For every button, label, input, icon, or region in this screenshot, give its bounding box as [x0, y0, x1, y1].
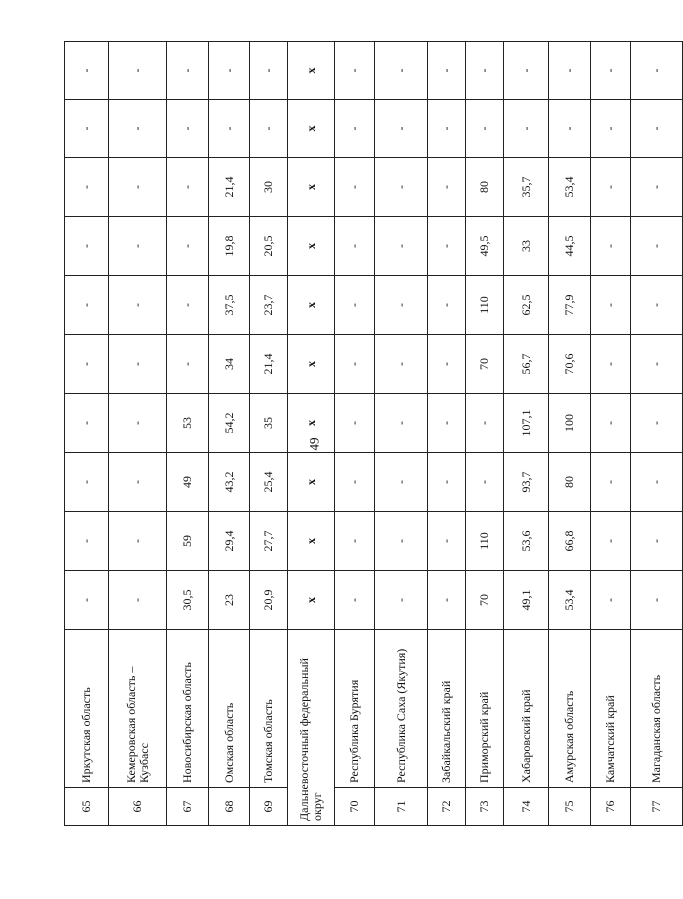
value-cell: - [466, 394, 504, 453]
value-cell: - [428, 158, 466, 217]
row-number-cell: 71 [375, 788, 428, 826]
value-cell: - [631, 217, 683, 276]
data-table [64, 41, 683, 826]
value-cell: 77,9 [549, 276, 591, 335]
value-cell: 34 [209, 335, 250, 394]
value-cell: 59 [167, 512, 209, 571]
value-cell: 53,4 [549, 158, 591, 217]
table-row [335, 42, 375, 826]
value-cell: 62,5 [504, 276, 549, 335]
value-cell: x [288, 276, 335, 335]
region-name-cell: Омская область [209, 630, 250, 788]
value-cell: - [591, 276, 631, 335]
value-cell: - [335, 571, 375, 630]
value-cell: 80 [466, 158, 504, 217]
value-cell: 27,7 [250, 512, 288, 571]
value-cell: - [631, 276, 683, 335]
value-cell: - [591, 100, 631, 158]
value-cell: 29,4 [209, 512, 250, 571]
value-cell: - [335, 100, 375, 158]
value-cell: - [65, 512, 109, 571]
row-number-cell: 73 [466, 788, 504, 826]
value-cell: 19,8 [209, 217, 250, 276]
value-cell: - [375, 571, 428, 630]
value-cell: 110 [466, 276, 504, 335]
table-row [375, 42, 428, 826]
value-cell: 66,8 [549, 512, 591, 571]
value-cell: - [65, 42, 109, 100]
value-cell: x [288, 100, 335, 158]
page-number: 49 [306, 437, 322, 451]
table-row [109, 42, 167, 826]
value-cell: - [167, 276, 209, 335]
value-cell: x [288, 42, 335, 100]
value-cell: - [631, 512, 683, 571]
value-cell: - [428, 217, 466, 276]
value-cell: x [288, 512, 335, 571]
value-cell: - [109, 158, 167, 217]
row-number-cell: 65 [65, 788, 109, 826]
value-cell: - [335, 394, 375, 453]
region-name-cell: Новосибирская область [167, 630, 209, 788]
value-cell: 43,2 [209, 453, 250, 512]
row-number-cell: 66 [109, 788, 167, 826]
value-cell: - [167, 158, 209, 217]
table-row [591, 42, 631, 826]
row-number-cell: 68 [209, 788, 250, 826]
value-cell: - [428, 394, 466, 453]
value-cell: - [65, 100, 109, 158]
value-cell: - [504, 100, 549, 158]
value-cell: - [250, 42, 288, 100]
value-cell: 70 [466, 335, 504, 394]
value-cell: - [65, 571, 109, 630]
value-cell: 56,7 [504, 335, 549, 394]
value-cell: - [109, 42, 167, 100]
table-row [428, 42, 466, 826]
region-name-cell: Иркутская область [65, 630, 109, 788]
district-name-cell: Дальневосточный федеральный округ [288, 630, 335, 826]
value-cell: - [65, 335, 109, 394]
value-cell: - [109, 394, 167, 453]
value-cell: 53 [167, 394, 209, 453]
value-cell: - [375, 42, 428, 100]
value-cell: x [288, 571, 335, 630]
table-row [65, 42, 109, 826]
table-row [631, 42, 683, 826]
value-cell: - [591, 42, 631, 100]
value-cell: - [428, 42, 466, 100]
value-cell: - [167, 335, 209, 394]
value-cell: - [631, 335, 683, 394]
value-cell: - [209, 42, 250, 100]
row-number-cell: 76 [591, 788, 631, 826]
value-cell: - [375, 217, 428, 276]
value-cell: 44,5 [549, 217, 591, 276]
row-number-cell: 74 [504, 788, 549, 826]
value-cell: 37,5 [209, 276, 250, 335]
region-name-cell: Магаданская область [631, 630, 683, 788]
value-cell: x [288, 394, 335, 453]
value-cell: x [288, 158, 335, 217]
value-cell: x [288, 453, 335, 512]
value-cell: - [109, 571, 167, 630]
region-name-cell: Камчатский край [591, 630, 631, 788]
value-cell: - [167, 42, 209, 100]
value-cell: - [335, 158, 375, 217]
table-row [250, 42, 288, 826]
region-name-cell: Забайкальский край [428, 630, 466, 788]
value-cell: - [375, 335, 428, 394]
value-cell: - [109, 276, 167, 335]
district-row [288, 42, 335, 826]
region-name-cell: Кемеровская область – Кузбасс [109, 630, 167, 788]
value-cell: - [109, 453, 167, 512]
value-cell: 107,1 [504, 394, 549, 453]
value-cell: - [631, 571, 683, 630]
value-cell: - [65, 453, 109, 512]
value-cell: 21,4 [209, 158, 250, 217]
value-cell: 20,5 [250, 217, 288, 276]
value-cell: - [466, 100, 504, 158]
value-cell: 30 [250, 158, 288, 217]
row-number-cell: 77 [631, 788, 683, 826]
value-cell: 23,7 [250, 276, 288, 335]
value-cell: - [65, 158, 109, 217]
table-body [65, 42, 683, 826]
value-cell: - [466, 453, 504, 512]
row-number-cell: 75 [549, 788, 591, 826]
region-name-cell: Амурская область [549, 630, 591, 788]
value-cell: 80 [549, 453, 591, 512]
region-name-cell: Томская область [250, 630, 288, 788]
value-cell: - [428, 512, 466, 571]
row-number-cell: 72 [428, 788, 466, 826]
value-cell: 93,7 [504, 453, 549, 512]
table-container [64, 42, 663, 826]
value-cell: 53,4 [549, 571, 591, 630]
value-cell: - [375, 158, 428, 217]
value-cell: - [591, 571, 631, 630]
value-cell: - [375, 276, 428, 335]
value-cell: x [288, 335, 335, 394]
value-cell: 21,4 [250, 335, 288, 394]
value-cell: - [335, 512, 375, 571]
value-cell: x [288, 217, 335, 276]
value-cell: - [631, 394, 683, 453]
value-cell: - [591, 217, 631, 276]
value-cell: - [631, 100, 683, 158]
value-cell: - [209, 100, 250, 158]
region-name-cell: Приморский край [466, 630, 504, 788]
value-cell: 35 [250, 394, 288, 453]
value-cell: - [335, 42, 375, 100]
value-cell: - [65, 276, 109, 335]
value-cell: - [591, 335, 631, 394]
value-cell: - [375, 453, 428, 512]
value-cell: - [428, 276, 466, 335]
value-cell: - [549, 42, 591, 100]
value-cell: - [109, 512, 167, 571]
value-cell: 35,7 [504, 158, 549, 217]
value-cell: 53,6 [504, 512, 549, 571]
row-number-cell: 69 [250, 788, 288, 826]
value-cell: - [631, 453, 683, 512]
value-cell: 23 [209, 571, 250, 630]
region-name-cell: Республика Саха (Якутия) [375, 630, 428, 788]
value-cell: - [591, 158, 631, 217]
value-cell: - [631, 42, 683, 100]
table-row [504, 42, 549, 826]
value-cell: 33 [504, 217, 549, 276]
value-cell: - [428, 100, 466, 158]
value-cell: 49,5 [466, 217, 504, 276]
value-cell: - [428, 571, 466, 630]
value-cell: 30,5 [167, 571, 209, 630]
value-cell: - [591, 394, 631, 453]
value-cell: - [335, 217, 375, 276]
value-cell: - [167, 100, 209, 158]
value-cell: - [375, 100, 428, 158]
value-cell: - [591, 453, 631, 512]
value-cell: 70 [466, 571, 504, 630]
value-cell: - [504, 42, 549, 100]
value-cell: - [109, 335, 167, 394]
value-cell: - [631, 158, 683, 217]
value-cell: - [250, 100, 288, 158]
value-cell: - [109, 217, 167, 276]
value-cell: - [335, 453, 375, 512]
table-row [466, 42, 504, 826]
value-cell: - [167, 217, 209, 276]
table-row [549, 42, 591, 826]
value-cell: - [65, 217, 109, 276]
row-number-cell: 70 [335, 788, 375, 826]
value-cell: 49,1 [504, 571, 549, 630]
value-cell: - [428, 335, 466, 394]
value-cell: 100 [549, 394, 591, 453]
value-cell: - [375, 512, 428, 571]
value-cell: - [65, 394, 109, 453]
value-cell: - [428, 453, 466, 512]
value-cell: - [549, 100, 591, 158]
value-cell: 110 [466, 512, 504, 571]
region-name-cell: Республика Бурятия [335, 630, 375, 788]
value-cell: - [466, 42, 504, 100]
value-cell: - [109, 100, 167, 158]
value-cell: 54,2 [209, 394, 250, 453]
table-row [167, 42, 209, 826]
table-row [209, 42, 250, 826]
value-cell: - [591, 512, 631, 571]
region-name-cell: Хабаровский край [504, 630, 549, 788]
value-cell: 49 [167, 453, 209, 512]
value-cell: - [335, 276, 375, 335]
value-cell: - [335, 335, 375, 394]
value-cell: 70,6 [549, 335, 591, 394]
value-cell: 25,4 [250, 453, 288, 512]
row-number-cell: 67 [167, 788, 209, 826]
value-cell: - [375, 394, 428, 453]
value-cell: 20,9 [250, 571, 288, 630]
